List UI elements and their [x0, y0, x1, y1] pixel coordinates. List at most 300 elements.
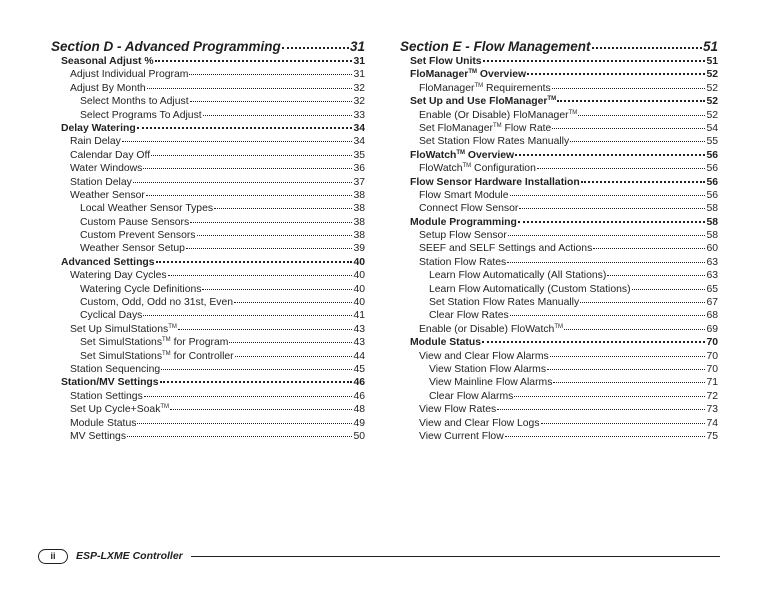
- toc-entry[interactable]: [400, 189, 718, 202]
- toc-entry-label: [429, 390, 513, 403]
- dot-leader: [552, 88, 706, 89]
- toc-entry-label: [70, 189, 145, 202]
- toc-entry-label: [410, 149, 514, 162]
- toc-entry-label: [80, 202, 213, 215]
- toc-page-number: 34: [353, 136, 365, 148]
- toc-entry[interactable]: [51, 68, 365, 81]
- toc-page-number: 38: [353, 230, 365, 242]
- toc-page-number: 32: [353, 82, 365, 94]
- toc-entry-text: Select Months to Adjust: [80, 96, 189, 108]
- toc-entry-text: Set SimulStations: [80, 337, 163, 349]
- trademark-mark: TM: [547, 96, 557, 103]
- dot-leader: [607, 275, 705, 276]
- toc-entry[interactable]: [400, 68, 718, 81]
- toc-entry[interactable]: [51, 283, 365, 296]
- toc-entry[interactable]: [51, 189, 365, 202]
- page-number-badge: ii: [38, 549, 68, 564]
- toc-entry-label: [80, 242, 185, 255]
- dot-leader: [156, 261, 353, 263]
- toc-entry-label: [61, 122, 136, 135]
- section-page-number: 31: [349, 39, 365, 54]
- toc-column-section-e: [400, 38, 718, 443]
- dot-leader: [143, 168, 352, 169]
- toc-entry[interactable]: [400, 82, 718, 95]
- toc-entry-label: [70, 390, 143, 403]
- toc-page-number: 49: [353, 417, 365, 429]
- toc-entry-label: [419, 82, 551, 95]
- dot-leader: [580, 302, 705, 303]
- toc-entry[interactable]: [400, 390, 718, 403]
- toc-entry-text: Custom Pause Sensors: [80, 216, 190, 228]
- toc-entry[interactable]: [51, 95, 365, 108]
- trademark-mark: TM: [568, 109, 578, 116]
- dot-leader: [510, 195, 706, 196]
- toc-entry-label: [419, 256, 506, 269]
- toc-entry-label: [70, 363, 160, 376]
- dot-leader: [235, 356, 353, 357]
- toc-entry[interactable]: [51, 149, 365, 162]
- toc-entry-label: [70, 162, 142, 175]
- toc-entry[interactable]: [400, 135, 718, 148]
- toc-entry-text: Calendar Day Off: [70, 149, 151, 161]
- toc-entry-label: [70, 323, 177, 336]
- toc-entry-label: [410, 216, 517, 229]
- toc-entry[interactable]: [400, 176, 718, 189]
- toc-entry-label: [429, 296, 579, 309]
- toc-entry-text: Water Windows: [70, 163, 143, 175]
- toc-entry[interactable]: [51, 309, 365, 322]
- dot-leader: [203, 115, 353, 116]
- toc-entry[interactable]: [400, 216, 718, 229]
- toc-page-number: 70: [706, 337, 718, 349]
- toc-page-number: 33: [353, 109, 365, 121]
- toc-entry-text: Set Station Flow Rates Manually: [429, 297, 580, 309]
- toc-page-number: 52: [706, 82, 718, 94]
- toc-entry-label: [429, 376, 552, 389]
- toc-page-number: 67: [706, 297, 718, 309]
- dot-leader: [190, 101, 353, 102]
- toc-entry-text: Set Up SimulStations: [70, 323, 169, 335]
- toc-entry-text: Clear Flow Rates: [429, 310, 509, 322]
- toc-entry-suffix: for Controller: [170, 350, 234, 362]
- toc-entry[interactable]: [400, 283, 718, 296]
- toc-entry[interactable]: [51, 376, 365, 389]
- toc-entry-text: SEEF and SELF Settings and Actions: [419, 243, 593, 255]
- dot-leader: [214, 208, 352, 209]
- toc-entry-label: [419, 242, 592, 255]
- toc-entry-text: Station/MV Settings: [61, 377, 159, 389]
- toc-page-number: 35: [353, 149, 365, 161]
- dot-leader: [186, 248, 353, 249]
- dot-leader: [507, 262, 705, 263]
- toc-page-number: 56: [706, 163, 718, 175]
- dot-leader: [190, 222, 352, 223]
- dot-leader: [144, 396, 353, 397]
- toc-page-number: 31: [353, 56, 365, 67]
- section-page-number: 51: [702, 39, 718, 54]
- toc-entry-label: [410, 336, 481, 349]
- toc-entry-text: View Mainline Flow Alarms: [429, 377, 553, 389]
- toc-entry-label: [80, 216, 189, 229]
- toc-page-number: 43: [353, 323, 365, 335]
- dot-leader: [514, 396, 705, 397]
- toc-page-number: 65: [706, 283, 718, 295]
- toc-entry[interactable]: [400, 95, 718, 108]
- toc-entry-text: Flow Sensor Hardware Installation: [410, 176, 580, 188]
- toc-entry[interactable]: [400, 109, 718, 122]
- section-d-heading[interactable]: [51, 38, 365, 55]
- toc-entry-label: [410, 95, 556, 108]
- toc-page-number: 41: [353, 310, 365, 322]
- toc-page-number: 40: [353, 283, 365, 295]
- toc-entry-text: Watering Day Cycles: [70, 270, 167, 282]
- toc-entry[interactable]: [51, 430, 365, 443]
- toc-entry-text: View Flow Rates: [419, 404, 497, 416]
- dot-leader: [146, 195, 353, 196]
- toc-entries-section-d: [51, 55, 365, 443]
- toc-entry-label: [70, 68, 188, 81]
- toc-page-number: 56: [706, 176, 718, 188]
- dot-leader: [632, 289, 706, 290]
- toc-entry-label: [70, 135, 121, 148]
- toc-entry-text: Delay Watering: [61, 122, 136, 134]
- toc-entry-text: FloWatch: [410, 149, 457, 161]
- toc-entry[interactable]: [400, 430, 718, 443]
- toc-entry-text: Station Settings: [70, 390, 143, 402]
- toc-entry-text: Cyclical Days: [80, 310, 143, 322]
- dot-leader: [178, 329, 353, 330]
- toc-page-number: 46: [353, 390, 365, 402]
- toc-entry-label: [419, 109, 577, 122]
- toc-page-number: 70: [706, 350, 718, 362]
- toc-entry[interactable]: [51, 229, 365, 242]
- toc-page-number: 37: [353, 176, 365, 188]
- toc-entry-label: [70, 269, 167, 282]
- toc-page-number: 45: [353, 363, 365, 375]
- dot-leader: [508, 235, 706, 236]
- toc-page-number: 70: [706, 363, 718, 375]
- toc-page-number: 44: [353, 350, 365, 362]
- toc-page-number: 55: [706, 136, 718, 148]
- toc-entry[interactable]: [400, 122, 718, 135]
- dot-leader: [189, 74, 352, 75]
- toc-entry-label: [80, 296, 233, 309]
- toc-entry-label: [410, 176, 580, 189]
- page-footer: [38, 548, 720, 564]
- toc-entry-label: [419, 229, 507, 242]
- toc-entry-label: [61, 376, 159, 389]
- toc-page-number: 71: [706, 377, 718, 389]
- dot-leader: [593, 248, 705, 249]
- toc-entry-label: [419, 162, 536, 175]
- toc-page-number: 74: [706, 417, 718, 429]
- toc-entry[interactable]: [51, 323, 365, 336]
- dot-leader: [553, 382, 705, 383]
- toc-entry-label: [70, 176, 132, 189]
- toc-entry-suffix: Requirements: [483, 82, 551, 94]
- toc-entry-text: Weather Sensor Setup: [80, 243, 185, 255]
- toc-entry[interactable]: [51, 176, 365, 189]
- toc-entry-text: Adjust By Month: [70, 82, 146, 94]
- toc-page-number: 31: [353, 69, 365, 81]
- toc-entry-label: [80, 109, 202, 122]
- toc-entry-text: Local Weather Sensor Types: [80, 203, 214, 215]
- toc-entry-label: [80, 229, 196, 242]
- toc-entry-text: Station Flow Rates: [419, 256, 507, 268]
- toc-entry-label: [70, 403, 169, 416]
- toc-page-number: 40: [353, 256, 365, 268]
- dot-leader: [160, 381, 353, 383]
- dot-leader: [527, 73, 705, 75]
- toc-entry[interactable]: [400, 149, 718, 162]
- toc-entry-label: [80, 350, 234, 363]
- toc-entry[interactable]: [51, 403, 365, 416]
- dot-leader: [122, 141, 353, 142]
- toc-page-number: 40: [353, 270, 365, 282]
- dot-leader: [581, 181, 706, 183]
- trademark-mark: TM: [162, 350, 171, 357]
- dot-leader: [557, 100, 705, 102]
- toc-page-number: 68: [706, 310, 718, 322]
- toc-entry[interactable]: [400, 269, 718, 282]
- toc-entry-label: [429, 309, 509, 322]
- toc-entry-text: Custom Prevent Sensors: [80, 230, 196, 242]
- dot-leader: [137, 423, 352, 424]
- toc-entry-text: Select Programs To Adjust: [80, 109, 202, 121]
- toc-entry-suffix: Overview: [465, 149, 515, 161]
- toc-entry[interactable]: [51, 216, 365, 229]
- toc-entry[interactable]: [51, 336, 365, 349]
- footer-rule: [191, 556, 720, 557]
- toc-entry-text: Custom, Odd, Odd no 31st, Even: [80, 297, 234, 309]
- toc-entry[interactable]: [400, 403, 718, 416]
- dot-leader: [161, 369, 352, 370]
- toc-entry-text: Enable (or Disable) FloWatch: [419, 323, 555, 335]
- dot-leader: [197, 235, 353, 236]
- toc-page-number: 56: [706, 189, 718, 201]
- toc-entry[interactable]: [51, 122, 365, 135]
- toc-entry-text: View Station Flow Alarms: [429, 363, 547, 375]
- dot-leader: [578, 115, 705, 116]
- toc-entry-text: View Current Flow: [419, 430, 504, 442]
- trademark-mark: TM: [456, 149, 466, 156]
- toc-entry-text: Enable (Or Disable) FloManager: [419, 109, 569, 121]
- toc-entry-label: [80, 95, 189, 108]
- toc-entry-label: [410, 55, 482, 68]
- toc-entry[interactable]: [51, 242, 365, 255]
- toc-page-number: 50: [353, 430, 365, 442]
- dot-leader: [168, 275, 353, 276]
- trademark-mark: TM: [168, 323, 177, 330]
- toc-entry-text: Learn Flow Automatically (All Stations): [429, 270, 607, 282]
- dot-leader: [564, 329, 705, 330]
- trademark-mark: TM: [462, 163, 472, 170]
- toc-entry[interactable]: [51, 135, 365, 148]
- toc-entry[interactable]: [51, 55, 365, 68]
- toc-page-number: 39: [353, 243, 365, 255]
- dot-leader: [202, 289, 352, 290]
- toc-entry[interactable]: [400, 256, 718, 269]
- toc-column-section-d: [51, 38, 365, 443]
- toc-page-number: 40: [353, 297, 365, 309]
- toc-entry[interactable]: [400, 363, 718, 376]
- toc-entry[interactable]: [400, 162, 718, 175]
- toc-page-number: 69: [706, 323, 718, 335]
- toc-page-number: 52: [706, 69, 718, 81]
- toc-entry-text: FloManager: [419, 82, 475, 94]
- dot-leader: [127, 436, 352, 437]
- toc-entry-text: Clear Flow Alarms: [429, 390, 514, 402]
- toc-entry-text: FloManager: [410, 69, 469, 81]
- dot-leader: [515, 154, 705, 156]
- toc-entry[interactable]: [400, 323, 718, 336]
- section-e-heading[interactable]: [400, 38, 718, 55]
- toc-page-number: 54: [706, 122, 718, 134]
- dot-leader: [550, 356, 706, 357]
- toc-entry-suffix: Configuration: [471, 163, 536, 175]
- toc-page-number: 51: [706, 56, 718, 67]
- trademark-mark: TM: [554, 323, 563, 330]
- toc-entry-label: [80, 309, 142, 322]
- toc-page-number: 32: [353, 96, 365, 108]
- dot-leader: [133, 182, 353, 183]
- toc-entry-text: Module Status: [410, 337, 482, 349]
- dot-leader: [482, 341, 705, 343]
- toc-page-number: 63: [706, 256, 718, 268]
- toc-entry[interactable]: [400, 296, 718, 309]
- toc-entry[interactable]: [400, 229, 718, 242]
- toc-entry[interactable]: [51, 162, 365, 175]
- toc-entry[interactable]: [51, 202, 365, 215]
- toc-entry[interactable]: [51, 296, 365, 309]
- toc-entry[interactable]: [400, 309, 718, 322]
- dot-leader: [234, 302, 352, 303]
- dot-leader: [541, 423, 706, 424]
- toc-entry-text: Set SimulStations: [80, 350, 163, 362]
- toc-entry[interactable]: [51, 82, 365, 95]
- toc-entry[interactable]: [51, 350, 365, 363]
- dot-leader: [547, 369, 705, 370]
- toc-entry-label: [419, 417, 540, 430]
- toc-entry-label: [70, 82, 146, 95]
- dot-leader: [143, 315, 352, 316]
- toc-entry-label: [70, 417, 136, 430]
- toc-entry-label: [80, 283, 201, 296]
- toc-entry-label: [61, 55, 154, 68]
- toc-entry-label: [80, 336, 228, 349]
- toc-entry[interactable]: [51, 269, 365, 282]
- footer-title: ESP-LXME Controller: [76, 550, 183, 562]
- toc-entry-text: Module Status: [70, 417, 137, 429]
- toc-entry[interactable]: [400, 376, 718, 389]
- dot-leader: [137, 127, 353, 129]
- toc-entry-text: Set Station Flow Rates Manually: [419, 136, 570, 148]
- trademark-mark: TM: [160, 404, 170, 411]
- toc-page-number: 58: [706, 216, 718, 228]
- toc-entry-label: [429, 269, 606, 282]
- toc-entry-text: View and Clear Flow Alarms: [419, 350, 549, 362]
- dot-leader: [155, 60, 353, 62]
- toc-entry-suffix: Overview: [476, 69, 527, 81]
- toc-entry-text: View and Clear Flow Logs: [419, 417, 540, 429]
- toc-entry-label: [419, 430, 504, 443]
- toc-entries-section-e: [400, 55, 718, 443]
- toc-entry[interactable]: [51, 109, 365, 122]
- toc-entry-text: Learn Flow Automatically (Custom Stations): [429, 283, 631, 295]
- toc-page-number: 36: [353, 163, 365, 175]
- toc-entry-text: Setup Flow Sensor: [419, 230, 507, 242]
- toc-entry-text: Set Up Cycle+Soak: [70, 404, 161, 416]
- toc-page-number: 72: [706, 390, 718, 402]
- toc-entry[interactable]: [51, 256, 365, 269]
- toc-entry-text: Adjust Individual Program: [70, 69, 189, 81]
- toc-page-number: 34: [353, 122, 365, 134]
- toc-page-number: 48: [353, 404, 365, 416]
- toc-page-number: 38: [353, 203, 365, 215]
- toc-entry[interactable]: [51, 390, 365, 403]
- dot-leader: [537, 168, 706, 169]
- toc-entry-text: Set Flow Units: [410, 56, 482, 67]
- toc-page-number: 46: [353, 377, 365, 389]
- dot-leader: [518, 221, 706, 223]
- toc-entry-label: [410, 68, 526, 81]
- dot-leader: [552, 128, 705, 129]
- dot-leader: [229, 342, 352, 343]
- toc-entry[interactable]: [400, 336, 718, 349]
- toc-entry-label: [429, 283, 631, 296]
- toc-entry-text: MV Settings: [70, 430, 127, 442]
- toc-entry-suffix: Flow Rate: [501, 122, 552, 134]
- toc-entry-text: Set FloManager: [419, 122, 493, 134]
- dot-leader: [497, 409, 705, 410]
- toc-entry[interactable]: [400, 242, 718, 255]
- toc-entry-label: [419, 189, 509, 202]
- toc-entry-label: [419, 323, 563, 336]
- trademark-mark: TM: [468, 69, 477, 76]
- toc-entry-text: Rain Delay: [70, 136, 121, 148]
- toc-page-number: 52: [706, 109, 718, 121]
- toc-entry[interactable]: [400, 202, 718, 215]
- toc-entry-text: Station Sequencing: [70, 363, 161, 375]
- toc-entry[interactable]: [51, 417, 365, 430]
- trademark-mark: TM: [162, 337, 171, 344]
- toc-page-number: 75: [706, 430, 718, 442]
- toc-entry-text: Station Delay: [70, 176, 132, 188]
- dot-leader: [570, 141, 705, 142]
- dot-leader: [170, 409, 352, 410]
- toc-entry-text: Weather Sensor: [70, 189, 145, 201]
- toc-page-number: 38: [353, 216, 365, 228]
- toc-entry-text: Advanced Settings: [61, 256, 155, 268]
- toc-entry[interactable]: [400, 417, 718, 430]
- trademark-mark: TM: [492, 122, 502, 129]
- toc-entry-text: FloWatch: [419, 163, 463, 175]
- toc-entry[interactable]: [400, 350, 718, 363]
- dot-leader: [147, 88, 353, 89]
- toc-page-number: 58: [706, 203, 718, 215]
- toc-entry-suffix: for Program: [170, 337, 229, 349]
- toc-page-number: 58: [706, 230, 718, 242]
- trademark-mark: TM: [474, 82, 484, 89]
- toc-entry-label: [61, 256, 155, 269]
- toc-page-number: 63: [706, 270, 718, 282]
- toc-entry-label: [70, 149, 150, 162]
- toc-entry[interactable]: [400, 55, 718, 68]
- toc-page-number: 73: [706, 404, 718, 416]
- toc-entry-text: Seasonal Adjust %: [61, 56, 154, 67]
- toc-entry[interactable]: [51, 363, 365, 376]
- dot-leader: [519, 208, 705, 209]
